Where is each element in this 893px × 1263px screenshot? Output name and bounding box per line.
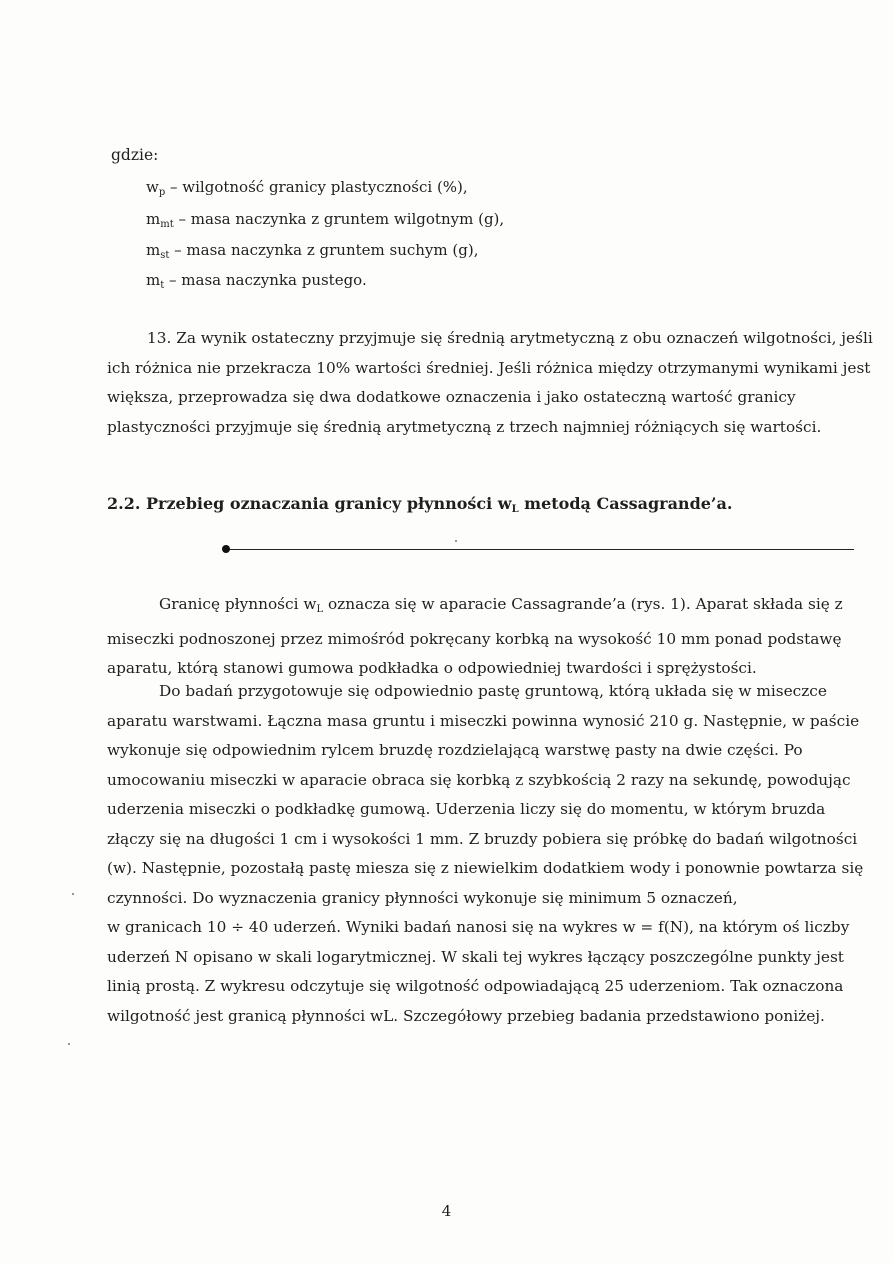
paragraph-line: miseczki podnoszonej przez mimośród pokręcany korbką na wysokość 10 mm ponad podstawę	[107, 629, 842, 648]
paragraph-line: wilgotność jest granicą płynności wL. Szczegółowy przebieg badania przedstawiono poniżej.	[107, 1006, 825, 1025]
intro-label: gdzie:	[111, 146, 159, 164]
paragraph-line: Do badań przygotowuje się odpowiednio pastę gruntową, którą układa się w miseczce	[159, 682, 827, 700]
paragraph-line: czynności. Do wyznaczenia granicy płynności wykonuje się minimum 5 oznaczeń,	[107, 888, 738, 907]
definition-mmt: $m_{mt}$ – masa naczynka z gruntem wilgotnym (g),	[146, 210, 505, 230]
section-heading: 2.2. Przebieg oznaczania granicy płynności $w_L$ metodą Cassagrande’a.	[107, 494, 733, 515]
paragraph-line: 13. Za wynik ostateczny przyjmuje się średnią arytmetyczną z obu oznaczeń wilgotności, jeśli	[147, 329, 873, 347]
paragraph-13	[107, 324, 873, 442]
rule-bullet	[222, 545, 230, 553]
paragraph-line: złączy się na długości 1 cm i wysokości 1 mm. Z bruzdy pobiera się próbkę do badań wilgotności	[107, 829, 858, 848]
paragraph-procedure	[107, 677, 864, 1031]
paragraph-apparatus	[107, 590, 843, 684]
paragraph-line: plastyczności przyjmuje się średnią arytmetyczną z trzech najmniej różniących się wartości.	[107, 417, 822, 436]
horizontal-rule	[226, 549, 854, 550]
paragraph-line: ich różnica nie przekracza 10% wartości średniej. Jeśli różnica między otrzymanymi wynikami jest	[107, 358, 871, 377]
paragraph-line: uderzenia miseczki o podkładkę gumową. Uderzenia liczy się do momentu, w którym bruzda	[107, 800, 826, 818]
page-number: 4	[441, 1202, 452, 1220]
scan-speck	[68, 1043, 70, 1045]
paragraph-line: aparatu, którą stanowi gumowa podkładka o odpowiedniej twardości i sprężystości.	[107, 659, 757, 677]
paragraph-line: większa, przeprowadza się dwa dodatkowe oznaczenia i jako ostateczną wartość granicy	[107, 388, 796, 406]
paragraph-line: Granicę płynności $w_L$ oznacza się w aparacie Cassagrande’a (rys. 1). Aparat składa się z	[159, 595, 843, 615]
paragraph-line: linią prostą. Z wykresu odczytuje się wilgotność odpowiadającą 25 uderzeniom. Tak oznaczona	[107, 977, 844, 995]
paragraph-line: umocowaniu miseczki w aparacie obraca się korbką z szybkością 2 razy na sekundę, powodując	[107, 770, 851, 789]
definition-mst: $m_{st}$ – masa naczynka z gruntem suchym (g),	[146, 241, 479, 261]
scan-speck	[455, 540, 457, 542]
scan-speck	[72, 893, 74, 895]
paragraph-line: (w). Następnie, pozostałą pastę miesza się z niewielkim dodatkiem wody i ponownie powtarza się	[107, 859, 864, 877]
definition-mt: $m_t$ – masa naczynka pustego.	[146, 271, 367, 291]
paragraph-line: wykonuje się odpowiednim rylcem bruzdę rozdzielającą warstwę pasty na dwie części. Po	[107, 741, 803, 759]
paragraph-line: w granicach 10 ÷ 40 uderzeń. Wyniki badań nanosi się na wykres w = f(N), na którym oś liczby	[107, 918, 850, 936]
paragraph-line: aparatu warstwami. Łączna masa gruntu i miseczki powinna wynosić 210 g. Następnie, w paście	[107, 711, 860, 730]
paragraph-line: uderzeń N opisano w skali logarytmicznej. W skali tej wykres łączący poszczególne punkty jest	[107, 947, 844, 966]
definition-wp: $w_p$ – wilgotność granicy plastyczności (%),	[146, 178, 468, 198]
